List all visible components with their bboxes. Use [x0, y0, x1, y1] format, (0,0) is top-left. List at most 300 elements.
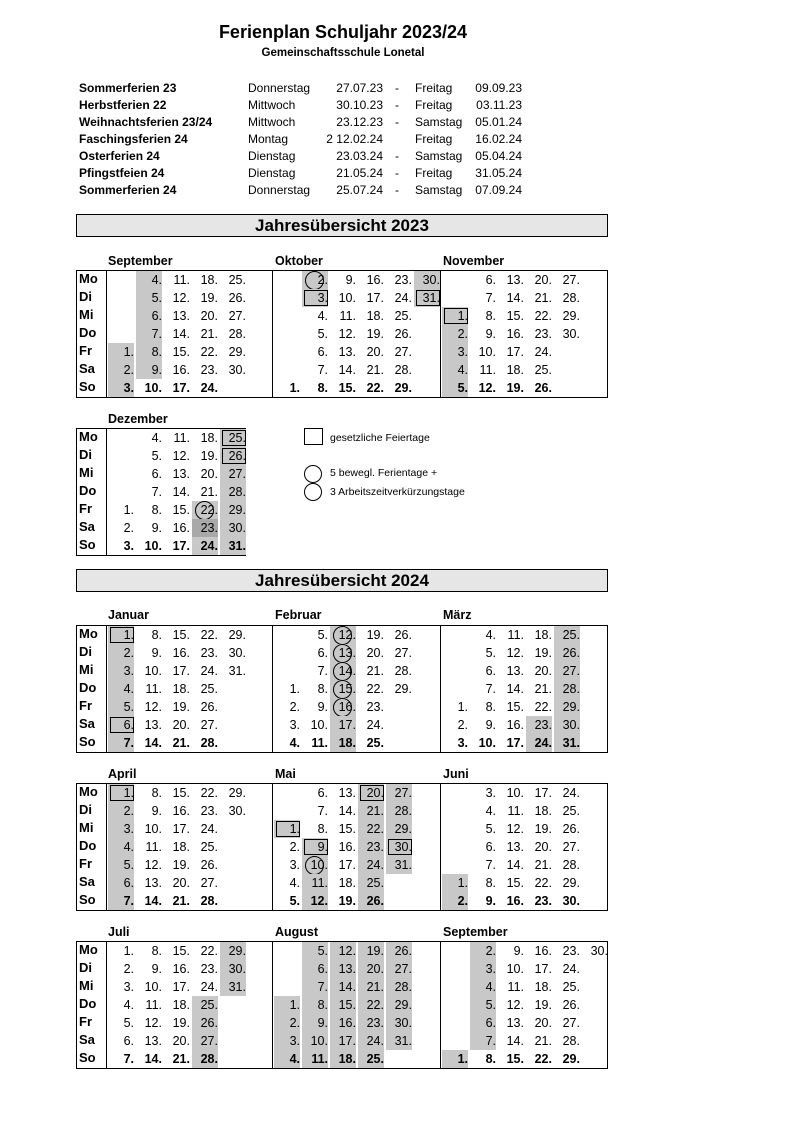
calendar-day: 10. [302, 1032, 328, 1050]
calendar-day: 12. [338, 327, 356, 341]
calendar-day: 10. [144, 664, 162, 678]
end-date: 31.05.24 [475, 166, 522, 180]
calendar-day: 20. [172, 876, 190, 890]
calendar-day: 16. [172, 521, 190, 535]
calendar-day: 22. [192, 501, 218, 519]
calendar-day: 12. [506, 822, 524, 836]
calendar-day: 24. [192, 537, 218, 555]
holiday-box-icon [304, 428, 323, 445]
calendar-day: 16. [330, 698, 356, 716]
calendar-day: 30. [414, 271, 440, 289]
calendar-day: 7. [317, 804, 328, 818]
calendar-day: 11. [507, 804, 524, 818]
calendar-day: 10. [144, 381, 162, 395]
calendar-day: 5. [442, 379, 468, 397]
end-weekday: Freitag [415, 166, 453, 180]
weekday-label: So [79, 1050, 96, 1065]
calendar-day: 9. [136, 361, 162, 379]
calendar-day: 16. [506, 894, 524, 908]
calendar-day: 2. [123, 962, 134, 976]
calendar-day: 17. [172, 822, 190, 836]
calendar-day: 16. [172, 962, 190, 976]
calendar-day: 24. [200, 664, 218, 678]
calendar-day: 6. [485, 664, 496, 678]
calendar-day: 13. [506, 664, 524, 678]
calendar-day: 14. [506, 682, 524, 696]
calendar-day: 5. [317, 628, 328, 642]
calendar-day: 28. [228, 327, 246, 341]
calendar-day: 22. [358, 996, 384, 1014]
calendar-day: 14. [144, 736, 162, 750]
calendar-day: 26. [562, 998, 580, 1012]
calendar-day: 27. [562, 273, 580, 287]
calendar-day: 24. [200, 381, 218, 395]
weekday-label: So [79, 734, 96, 749]
calendar-day: 23. [366, 700, 384, 714]
calendar-day: 9. [485, 894, 496, 908]
holiday-name: Herbstferien 22 [79, 98, 167, 112]
calendar-day: 25. [200, 682, 218, 696]
holiday-row [0, 148, 796, 165]
calendar-day: 21. [358, 802, 384, 820]
calendar-day: 7. [123, 1052, 134, 1066]
end-weekday: Freitag [415, 98, 453, 112]
calendar-day: 12. [506, 646, 524, 660]
weekday-label: Mo [79, 942, 98, 957]
weekday-label: Fr [79, 501, 92, 516]
start-date: 2 12.02.24 [326, 132, 383, 146]
calendar-day: 8. [317, 682, 328, 696]
calendar-day: 25. [220, 429, 246, 447]
calendar-day: 27. [394, 345, 412, 359]
calendar-day: 30. [386, 838, 412, 856]
calendar-day: 6. [108, 716, 134, 734]
end-date: 16.02.24 [475, 132, 522, 146]
calendar-day: 14. [144, 894, 162, 908]
calendar-day: 27. [562, 1016, 580, 1030]
calendar-day: 29. [394, 682, 412, 696]
calendar-day: 1. [457, 700, 468, 714]
calendar-day: 6. [136, 307, 162, 325]
calendar-day: 11. [507, 628, 524, 642]
calendar-day: 22. [534, 1052, 552, 1066]
calendar-day: 5. [485, 822, 496, 836]
month-name: Juli [108, 925, 130, 939]
calendar-day: 13. [172, 467, 190, 481]
calendar-day: 18. [172, 682, 190, 696]
calendar-day: 2. [289, 700, 300, 714]
calendar-day: 15. [506, 700, 524, 714]
month-divider [440, 941, 441, 1068]
calendar-day: 9. [345, 273, 356, 287]
calendar-day: 31. [554, 734, 580, 752]
calendar-day: 28. [192, 1050, 218, 1068]
calendar-day: 5. [485, 646, 496, 660]
weekday-label: Fr [79, 343, 92, 358]
end-date: 05.01.24 [475, 115, 522, 129]
calendar-day: 11. [302, 1050, 328, 1068]
calendar-day: 14. [330, 662, 356, 680]
calendar-day: 16. [506, 327, 524, 341]
calendar-day: 8. [151, 944, 162, 958]
holiday-name: Sommerferien 24 [79, 183, 177, 197]
calendar-day: 18. [534, 628, 552, 642]
calendar-day: 20. [366, 345, 384, 359]
month-divider [272, 941, 273, 1068]
calendar-day: 2. [302, 271, 328, 289]
weekday-label: Do [79, 680, 97, 695]
calendar-day: 2. [470, 942, 496, 960]
calendar-day: 23. [358, 838, 384, 856]
start-date: 23.03.24 [336, 149, 383, 163]
column-divider [106, 941, 107, 1068]
calendar-day: 4. [108, 838, 134, 856]
calendar-day: 7. [136, 325, 162, 343]
calendar-day: 21. [358, 978, 384, 996]
calendar-day: 31. [220, 978, 246, 996]
month-name: Februar [275, 608, 322, 622]
date-separator: - [395, 149, 399, 163]
calendar-day: 31. [220, 537, 246, 555]
calendar-day: 7. [470, 1032, 496, 1050]
calendar-day: 23. [200, 646, 218, 660]
calendar-day: 1. [274, 820, 300, 838]
column-divider [106, 783, 107, 910]
calendar-day: 23. [200, 363, 218, 377]
calendar-day: 1. [123, 944, 134, 958]
calendar-day: 9. [513, 944, 524, 958]
calendar-day: 26. [386, 942, 412, 960]
calendar-day: 4. [485, 804, 496, 818]
calendar-day: 1. [442, 1050, 468, 1068]
calendar-day: 19. [366, 327, 384, 341]
end-date: 03.11.23 [476, 98, 522, 112]
calendar-day: 20. [366, 646, 384, 660]
calendar-day: 15. [330, 996, 356, 1014]
calendar-day: 28. [394, 363, 412, 377]
calendar-day: 7. [317, 664, 328, 678]
calendar-day: 7. [485, 291, 496, 305]
month-name: Mai [275, 767, 296, 781]
end-weekday: Samstag [415, 149, 463, 163]
calendar-day: 26. [200, 858, 218, 872]
weekday-label: Di [79, 644, 92, 659]
weekday-label: Mi [79, 307, 94, 322]
calendar-day: 8. [151, 786, 162, 800]
month-divider [440, 783, 441, 910]
calendar-day: 27. [192, 1032, 218, 1050]
calendar-day: 5. [151, 449, 162, 463]
calendar-day: 7. [317, 363, 328, 377]
calendar-day: 24. [358, 856, 384, 874]
calendar-day: 10. [144, 980, 162, 994]
month-divider [272, 783, 273, 910]
weekday-label: Sa [79, 361, 95, 376]
calendar-day: 21. [534, 291, 552, 305]
calendar-day: 8. [302, 996, 328, 1014]
calendar-day: 15. [172, 345, 190, 359]
calendar-day: 22. [358, 820, 384, 838]
date-separator: - [395, 183, 399, 197]
calendar-day: 16. [506, 718, 524, 732]
calendar-day: 29. [386, 996, 412, 1014]
calendar-day: 1. [274, 996, 300, 1014]
weekday-label: Di [79, 960, 92, 975]
calendar-day: 3. [442, 343, 468, 361]
calendar-day: 3. [470, 960, 496, 978]
calendar-day: 9. [485, 327, 496, 341]
calendar-day: 5. [289, 894, 300, 908]
calendar-day: 21. [534, 1034, 552, 1048]
calendar-day: 3. [289, 858, 300, 872]
calendar-day: 4. [136, 271, 162, 289]
calendar-day: 17. [338, 858, 356, 872]
weekday-label: Mo [79, 271, 98, 286]
calendar-day: 19. [172, 858, 190, 872]
calendar-day: 18. [338, 876, 356, 890]
calendar-day: 18. [330, 1050, 356, 1068]
holiday-name: Osterferien 24 [79, 149, 160, 163]
calendar-day: 13. [506, 1016, 524, 1030]
calendar-day: 30. [220, 519, 246, 537]
calendar-day: 9. [302, 1014, 328, 1032]
legend-movable: 5 bewegl. Ferientage + [330, 467, 438, 479]
calendar-day: 28. [386, 978, 412, 996]
calendar-day: 6. [485, 840, 496, 854]
calendar-day: 1. [442, 874, 468, 892]
calendar-day: 20. [534, 840, 552, 854]
month-divider [272, 625, 273, 752]
calendar-day: 16. [366, 273, 384, 287]
month-divider [440, 625, 441, 752]
calendar-day: 13. [330, 960, 356, 978]
calendar-day: 30. [220, 960, 246, 978]
end-date: 09.09.23 [475, 81, 522, 95]
calendar-day: 9. [151, 646, 162, 660]
calendar-day: 8. [485, 309, 496, 323]
calendar-day: 25. [192, 996, 218, 1014]
calendar-day: 29. [562, 309, 580, 323]
calendar-day: 24. [358, 1032, 384, 1050]
calendar-day: 9. [151, 521, 162, 535]
calendar-day: 8. [317, 381, 328, 395]
calendar-day: 12. [478, 381, 496, 395]
month-name: Dezember [108, 412, 168, 426]
end-weekday: Freitag [415, 81, 453, 95]
calendar-day: 26. [554, 644, 580, 662]
calendar-day: 24. [200, 980, 218, 994]
holiday-name: Weihnachtsferien 23/24 [79, 115, 213, 129]
calendar-day: 12. [330, 942, 356, 960]
calendar-day: 30. [228, 363, 246, 377]
calendar-day: 28. [562, 858, 580, 872]
calendar-day: 2. [108, 361, 134, 379]
weekday-label: Mi [79, 465, 94, 480]
calendar-day: 17. [172, 664, 190, 678]
calendar-day: 12. [144, 700, 162, 714]
calendar-day: 8. [485, 876, 496, 890]
calendar-day: 3. [485, 786, 496, 800]
calendar-day: 15. [172, 503, 190, 517]
calendar-day: 30. [590, 944, 608, 958]
calendar-day: 9. [485, 718, 496, 732]
calendar-day: 10. [144, 539, 162, 553]
month-name: Juni [443, 767, 469, 781]
calendar-day: 9. [317, 700, 328, 714]
calendar-day: 29. [220, 501, 246, 519]
calendar-day: 4. [485, 628, 496, 642]
calendar-day: 2. [442, 892, 468, 910]
calendar-day: 23. [526, 716, 552, 734]
calendar-day: 14. [144, 1052, 162, 1066]
calendar-day: 29. [394, 381, 412, 395]
month-name: September [108, 254, 173, 268]
calendar-day: 24. [562, 962, 580, 976]
calendar-day: 13. [506, 273, 524, 287]
calendar-day: 8. [317, 822, 328, 836]
calendar-day: 4. [274, 1050, 300, 1068]
calendar-day: 22. [200, 944, 218, 958]
calendar-day: 27. [220, 465, 246, 483]
calendar-day: 13. [338, 345, 356, 359]
calendar-day: 13. [330, 644, 356, 662]
calendar-day: 21. [200, 327, 218, 341]
weekday-label: Di [79, 289, 92, 304]
calendar-day: 5. [317, 327, 328, 341]
calendar-day: 29. [228, 345, 246, 359]
calendar-day: 29. [562, 876, 580, 890]
calendar-day: 3. [289, 718, 300, 732]
start-weekday: Dienstag [248, 149, 296, 163]
calendar-day: 24. [200, 822, 218, 836]
calendar-day: 11. [311, 736, 328, 750]
calendar-day: 21. [366, 664, 384, 678]
calendar-day: 7. [151, 485, 162, 499]
calendar-day: 23. [358, 1014, 384, 1032]
calendar-day: 1. [289, 682, 300, 696]
calendar-day: 24. [526, 734, 552, 752]
calendar-day: 31. [386, 1032, 412, 1050]
calendar-day: 25. [358, 1050, 384, 1068]
weekday-label: Fr [79, 856, 92, 871]
month-name: Oktober [275, 254, 323, 268]
calendar-day: 20. [200, 309, 218, 323]
weekday-label: Di [79, 447, 92, 462]
calendar-day: 14. [338, 804, 356, 818]
holiday-row [0, 165, 796, 182]
calendar-day: 22. [534, 700, 552, 714]
calendar-day: 17. [330, 1032, 356, 1050]
calendar-day: 12. [330, 626, 356, 644]
calendar-day: 29. [554, 698, 580, 716]
holiday-name: Pfingstfeien 24 [79, 166, 165, 180]
calendar-day: 24. [366, 718, 384, 732]
calendar-day: 23. [534, 327, 552, 341]
calendar-day: 6. [485, 273, 496, 287]
calendar-day: 6. [151, 467, 162, 481]
calendar-day: 29. [386, 820, 412, 838]
month-name: November [443, 254, 505, 268]
calendar-day: 10. [478, 345, 496, 359]
calendar-day: 16. [172, 646, 190, 660]
holiday-row [0, 131, 796, 148]
calendar-day: 30. [562, 894, 580, 908]
calendar-day: 15. [338, 822, 356, 836]
calendar-day: 16. [330, 1014, 356, 1032]
calendar-day: 19. [534, 998, 552, 1012]
calendar-day: 27. [200, 718, 218, 732]
calendar-day: 25. [562, 804, 580, 818]
calendar-day: 21. [366, 363, 384, 377]
calendar-day: 6. [317, 646, 328, 660]
calendar-day: 11. [173, 273, 190, 287]
calendar-day: 11. [302, 874, 328, 892]
holiday-row [0, 97, 796, 114]
calendar-day: 14. [506, 291, 524, 305]
start-date: 21.05.24 [336, 166, 383, 180]
calendar-day: 21. [200, 485, 218, 499]
calendar-day: 25. [554, 626, 580, 644]
calendar-day: 10. [478, 736, 496, 750]
calendar-day: 17. [330, 716, 356, 734]
calendar-day: 28. [200, 894, 218, 908]
calendar-day: 18. [534, 804, 552, 818]
weekday-label: Sa [79, 519, 95, 534]
holiday-name: Faschingsferien 24 [79, 132, 188, 146]
calendar-day: 29. [228, 786, 246, 800]
calendar-day: 20. [358, 784, 384, 802]
calendar-day: 15. [338, 381, 356, 395]
calendar-day: 24. [562, 786, 580, 800]
calendar-day: 15. [172, 628, 190, 642]
calendar-day: 18. [366, 309, 384, 323]
calendar-day: 13. [506, 840, 524, 854]
month-name: August [275, 925, 319, 939]
calendar-day: 25. [228, 273, 246, 287]
calendar-day: 21. [172, 736, 190, 750]
start-weekday: Dienstag [248, 166, 296, 180]
calendar-day: 8. [485, 700, 496, 714]
calendar-day: 6. [470, 1014, 496, 1032]
calendar-day: 28. [562, 291, 580, 305]
calendar-day: 16. [172, 804, 190, 818]
calendar-day: 25. [366, 736, 384, 750]
calendar-day: 14. [338, 363, 356, 377]
calendar-day: 26. [220, 447, 246, 465]
calendar-day: 3. [302, 289, 328, 307]
calendar-day: 20. [534, 273, 552, 287]
calendar-day: 19. [338, 894, 356, 908]
calendar-day: 2. [442, 325, 468, 343]
calendar-day: 21. [534, 858, 552, 872]
start-weekday: Mittwoch [248, 115, 296, 129]
calendar-day: 6. [302, 960, 328, 978]
school-name: Gemeinschaftsschule Lonetal [261, 47, 425, 59]
calendar-day: 26. [562, 822, 580, 836]
calendar-day: 17. [172, 381, 190, 395]
weekday-label: Sa [79, 1032, 95, 1047]
calendar-day: 11. [145, 998, 162, 1012]
calendar-day: 22. [366, 381, 384, 395]
start-weekday: Mittwoch [248, 98, 296, 112]
calendar-day: 16. [172, 363, 190, 377]
calendar-day: 3. [108, 820, 134, 838]
calendar-day: 11. [145, 840, 162, 854]
calendar-day: 22. [366, 682, 384, 696]
weekday-label: Fr [79, 698, 92, 713]
calendar-day: 3. [123, 539, 134, 553]
calendar-day: 15. [506, 1052, 524, 1066]
